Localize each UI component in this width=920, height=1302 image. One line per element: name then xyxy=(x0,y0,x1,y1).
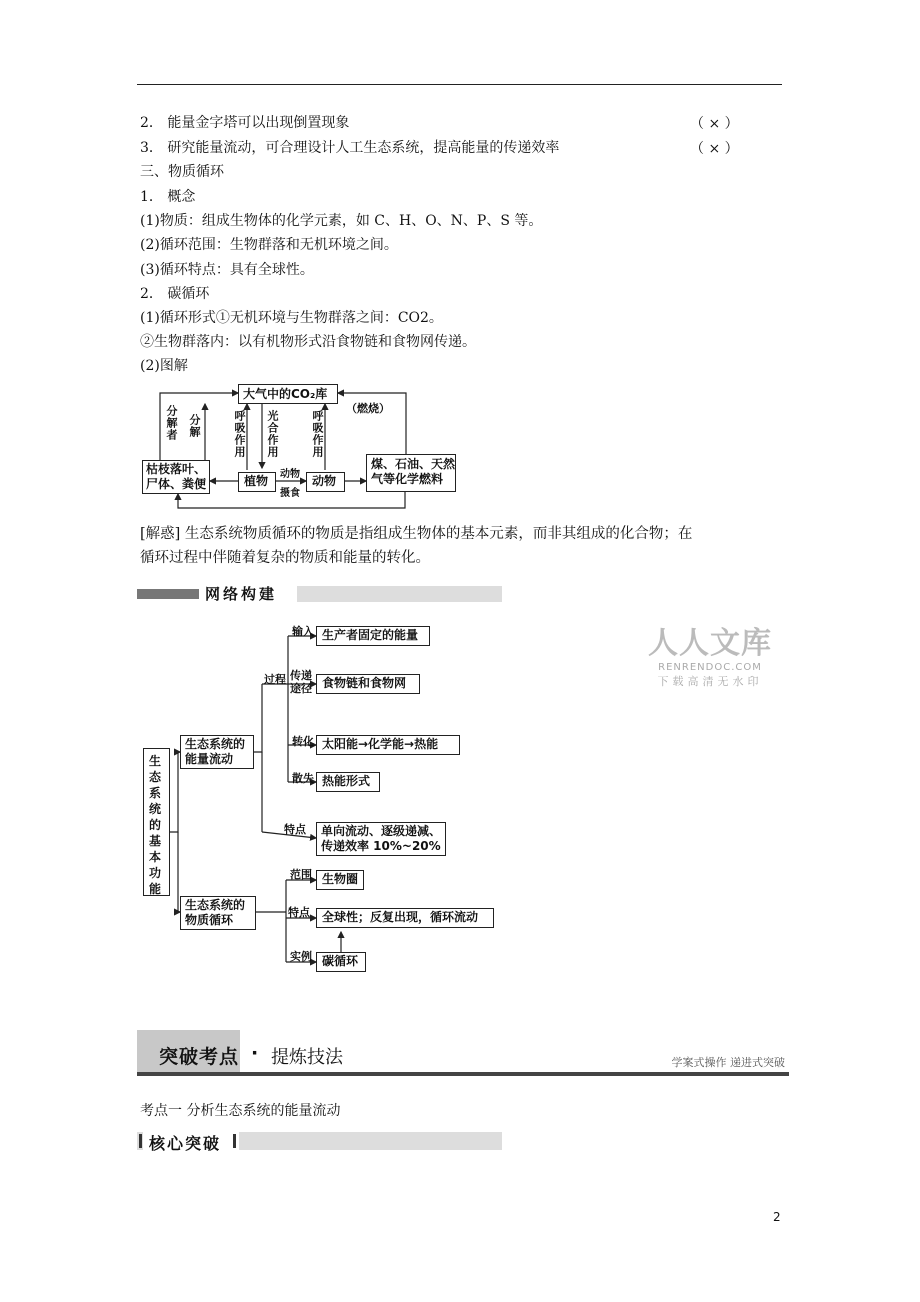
breakthrough-banner xyxy=(137,1030,789,1078)
core-header xyxy=(137,1132,502,1153)
scope-value-box: 生物圈 xyxy=(316,870,364,890)
process-label: 过程 xyxy=(264,673,286,686)
feature-value-box xyxy=(316,822,446,856)
network-header-light xyxy=(297,586,502,602)
fossil-line-2: 气等化学燃料 xyxy=(371,472,444,486)
item-2-mark: （ × ） xyxy=(690,116,739,132)
example-value-box: 碳循环 xyxy=(316,952,366,972)
respiration-2-label: 呼吸作用 xyxy=(311,410,324,458)
banner-title: 突破考点 xyxy=(159,1046,240,1068)
input-label: 输入 xyxy=(292,625,314,638)
convert-value-box: 太阳能→化学能→热能 xyxy=(316,735,460,755)
animal-box: 动物 xyxy=(306,472,345,492)
eat-top-label: 动物 xyxy=(280,469,300,480)
energy-flow-line-2: 能量流动 xyxy=(185,752,234,766)
energy-flow-line-1: 生态系统的 xyxy=(185,737,246,751)
concept-line-2: (2)循环范围：生物群落和无机环境之间。 xyxy=(140,237,398,253)
feature-label: 特点 xyxy=(284,823,306,836)
watermark-title: 人人文库 xyxy=(648,626,772,661)
scope-label: 范围 xyxy=(290,868,312,881)
watermark-sub: 下载高清无水印 xyxy=(657,675,763,688)
matter-cycle-line-1: 生态系统的 xyxy=(185,898,246,912)
carbon-title: 2． 碳循环 xyxy=(140,286,210,302)
decompose-label: 分解 xyxy=(188,414,201,438)
explain-line-2: 循环过程中伴随着复杂的物质和能量的转化。 xyxy=(140,550,430,566)
feature2-label: 特点 xyxy=(288,906,310,919)
litter-box xyxy=(142,460,210,494)
carbon-line-3: (2)图解 xyxy=(140,358,188,374)
fossil-fuel-box xyxy=(366,454,456,492)
item-3: 3． 研究能量流动，可合理设计人工生态系统，提高能量的传递效率 xyxy=(140,140,560,156)
banner-dot: · xyxy=(251,1042,259,1064)
feature-line-2: 传递效率 10%~20% xyxy=(321,839,441,853)
banner-subtitle: 提炼技法 xyxy=(271,1047,343,1068)
top-rule xyxy=(137,84,782,85)
watermark xyxy=(645,618,775,689)
plant-box: 植物 xyxy=(238,472,276,492)
transfer-value-box: 食物链和食物网 xyxy=(316,674,420,694)
respiration-1-label: 呼吸作用 xyxy=(233,410,246,458)
watermark-url: RENRENDOC.COM xyxy=(658,662,762,673)
feature2-value-box: 全球性；反复出现，循环流动 xyxy=(316,908,494,928)
burning-label: （燃烧） xyxy=(346,402,390,415)
item-3-mark: （ × ） xyxy=(690,141,739,157)
explain-line-1: [解惑] 生态系统物质循环的物质是指组成生物体的基本元素，而非其组成的化合物；在 xyxy=(140,526,693,542)
concept-title: 1． 概念 xyxy=(140,189,196,205)
matter-cycle-box xyxy=(180,896,256,930)
eat-bottom-label: 摄食 xyxy=(280,488,300,499)
transfer-line-2: 途径 xyxy=(290,682,312,695)
concept-line-3: (3)循环特点：具有全球性。 xyxy=(140,262,314,278)
carbon-line-1: (1)循环形式①无机环境与生物群落之间：CO2。 xyxy=(140,310,443,326)
core-header-left-bar xyxy=(139,1134,142,1148)
convert-label: 转化 xyxy=(292,735,314,748)
network-header-dark xyxy=(137,589,199,599)
fossil-line-1: 煤、石油、天然 xyxy=(371,457,456,471)
matter-cycle-line-2: 物质循环 xyxy=(185,913,234,927)
item-2: 2． 能量金字塔可以出现倒置现象 xyxy=(140,115,350,131)
transfer-label xyxy=(290,669,312,695)
core-header-title: 核心突破 xyxy=(149,1134,222,1153)
co2-pool-box: 大气中的CO₂库 xyxy=(238,384,338,404)
section-3-title: 三、物质循环 xyxy=(140,164,224,180)
network-header xyxy=(137,586,502,602)
dissipate-value-box: 热能形式 xyxy=(316,772,380,792)
energy-flow-box xyxy=(180,735,254,769)
topic-1: 考点一 分析生态系统的能量流动 xyxy=(140,1103,341,1119)
feature-line-1: 单向流动、逐级递减、 xyxy=(321,824,442,838)
example-label: 实例 xyxy=(290,950,312,963)
carbon-line-2: ②生物群落内：以有机物形式沿食物链和食物网传递。 xyxy=(140,334,476,350)
decomposer-label: 分解者 xyxy=(165,405,178,441)
root-box: 生态系统的基本功能 xyxy=(143,748,170,896)
page-number: 2 xyxy=(773,1210,781,1224)
photosynthesis-label: 光合作用 xyxy=(266,410,279,458)
transfer-line-1: 传递 xyxy=(290,669,312,682)
dissipate-label: 散失 xyxy=(292,772,314,785)
banner-rule xyxy=(137,1072,789,1076)
core-header-right-bar xyxy=(233,1134,236,1148)
banner-right-text: 学案式操作 递进式突破 xyxy=(671,1056,785,1069)
network-header-title: 网络构建 xyxy=(205,585,278,603)
litter-line-2: 尸体、粪便 xyxy=(146,477,207,491)
concept-line-1: (1)物质：组成生物体的化学元素，如 C、H、O、N、P、S 等。 xyxy=(140,213,543,229)
litter-line-1: 枯枝落叶、 xyxy=(146,462,207,476)
input-value-box: 生产者固定的能量 xyxy=(316,626,430,646)
